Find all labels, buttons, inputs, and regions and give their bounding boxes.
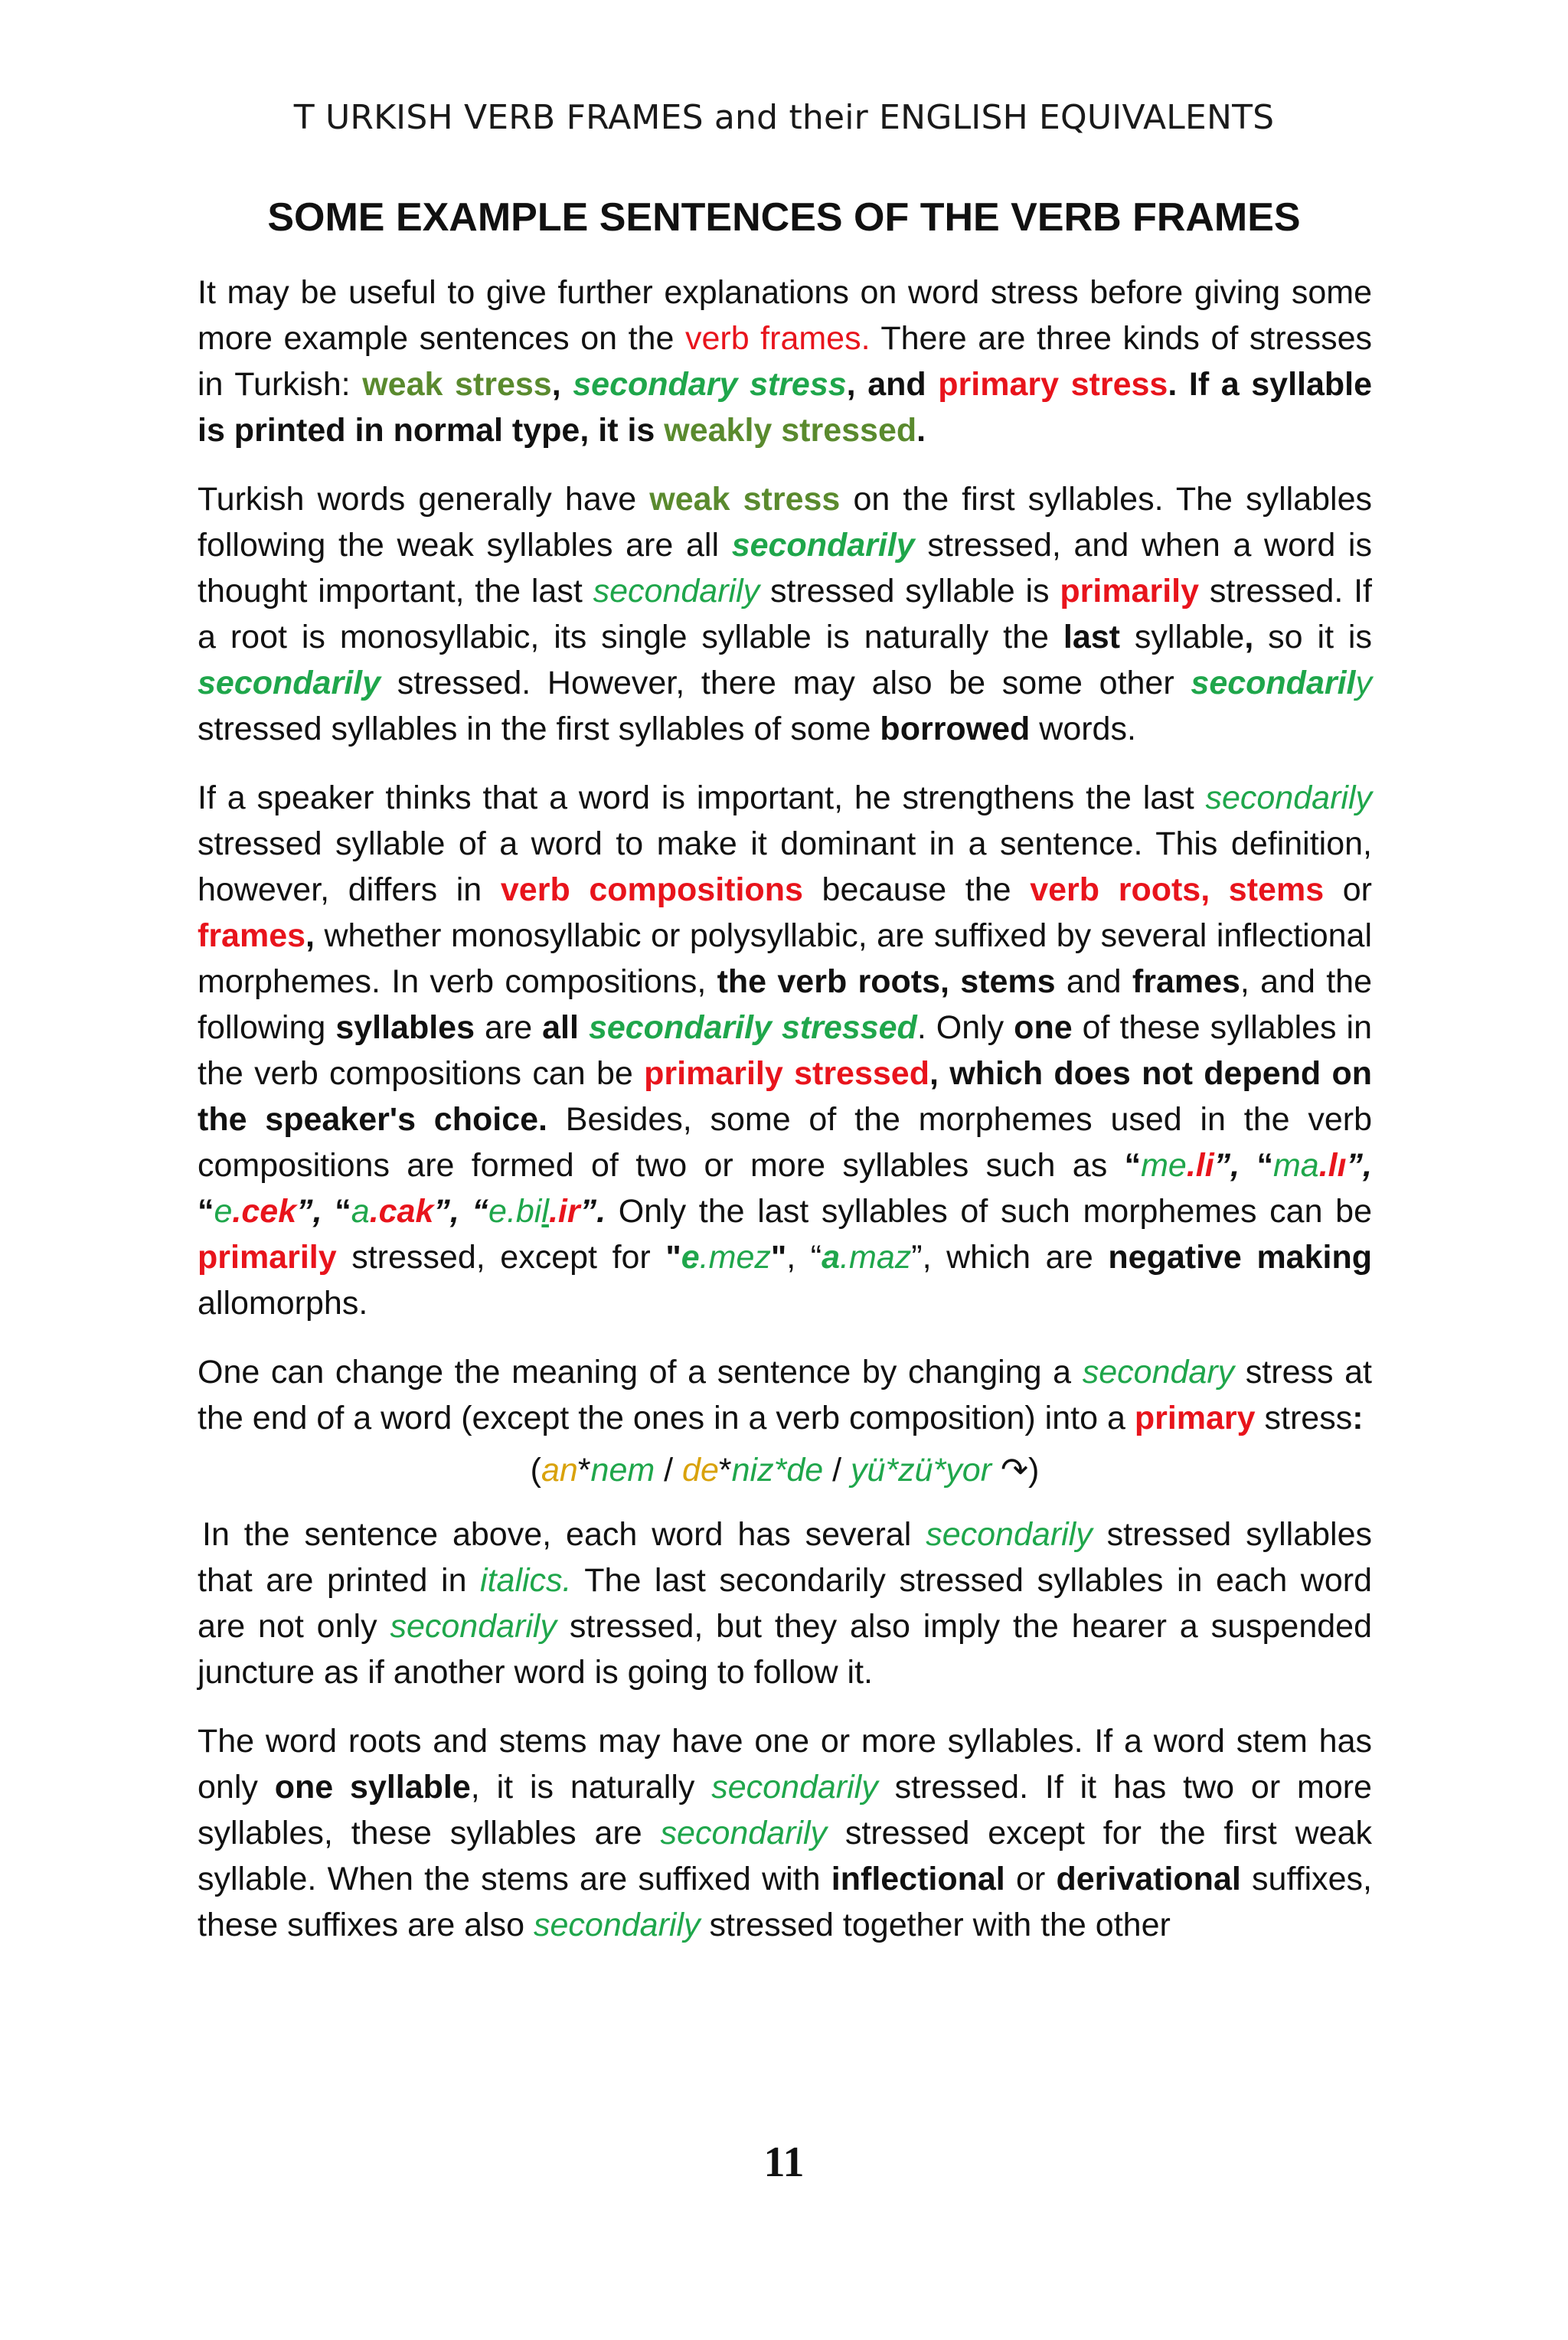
text-run: stressed. However, there may also be some other <box>381 665 1191 701</box>
text-run: stressed. If it has two or more syllables, these syllables are <box>198 1769 1372 1851</box>
emphasis: derivational <box>1056 1861 1241 1897</box>
morpheme-quote: “ <box>335 1193 351 1230</box>
text-run: and <box>1055 963 1132 1000</box>
highlight-secondary: secondarily <box>660 1815 828 1851</box>
text-run: The last secondarily stressed syllables in each word are not only <box>198 1562 1372 1645</box>
morpheme-primary: .cek <box>232 1193 297 1230</box>
running-head: T URKISH VERB FRAMES and their ENGLISH EQUIVALENTS <box>293 98 1275 137</box>
text-run: or <box>1004 1861 1057 1897</box>
morpheme-primary: .cak <box>369 1193 434 1230</box>
highlight-secondary: secondarily <box>390 1608 557 1645</box>
highlight-secondary: secondarily <box>198 665 381 701</box>
text-run: , and the following <box>198 963 1372 1046</box>
section-title: SOME EXAMPLE SENTENCES OF THE VERB FRAMES <box>267 195 1301 240</box>
morpheme-quote: " <box>665 1239 681 1276</box>
text-run: , <box>1244 619 1254 655</box>
text-run: stressed syllable is <box>760 573 1060 610</box>
text-run: or <box>1324 871 1373 908</box>
example-weak-syllable: de <box>682 1452 719 1489</box>
emphasis: all <box>542 1009 579 1046</box>
text-run: words. <box>1030 711 1136 747</box>
text-run: The word roots and stems may have one or more syllables. If a word stem has only <box>198 1723 1372 1806</box>
morpheme-secondary: a <box>822 1239 841 1276</box>
morpheme-quote: ” <box>911 1239 923 1276</box>
text-run: . If a syllable is printed in normal type, it is <box>198 366 1373 449</box>
text-run: suffixes, these suffixes are also <box>198 1861 1372 1943</box>
paragraph-2 <box>198 476 1372 752</box>
example-secondary-syllable: nem <box>590 1452 655 1489</box>
example-secondary-syllable: yü*zü*yor <box>851 1452 992 1489</box>
highlight-red: verb frames. <box>684 320 871 357</box>
example-paren: ) <box>1028 1452 1040 1489</box>
highlight-secondary: secondarily stressed <box>588 1009 917 1046</box>
highlight-secondary: secondaril <box>1191 665 1356 701</box>
text-run: on the first syllables. The syllables following the weak syllables are all <box>198 481 1372 564</box>
morpheme-secondary: .mez <box>699 1239 771 1276</box>
highlight-primary: primarily <box>198 1239 337 1276</box>
text-run <box>579 1009 589 1046</box>
text-run: stressed. If a root is monosyllabic, its single syllable is naturally the <box>198 573 1372 655</box>
morpheme-secondary: e.bi <box>488 1193 542 1230</box>
paragraph-1 <box>198 270 1372 453</box>
highlight-primary: verb compositions <box>500 871 803 908</box>
text-run: One can change the meaning of a sentence by changing a <box>198 1354 1083 1391</box>
text-run: allomorphs. <box>198 1285 368 1322</box>
text-run: , <box>551 366 573 403</box>
paragraph-3 <box>198 775 1372 1326</box>
highlight-primary: frames <box>198 917 306 954</box>
text-run: , which are <box>922 1239 1109 1276</box>
paragraph-6 <box>198 1718 1372 1948</box>
juncture-arrow-icon: ↷ <box>991 1452 1029 1489</box>
page-number: 11 <box>763 2139 805 2186</box>
text-run: : <box>1352 1400 1364 1436</box>
example-weak-syllable: an <box>541 1452 578 1489</box>
text-run: Turkish words generally have <box>198 481 650 518</box>
text-run: , it is naturally <box>470 1769 712 1806</box>
highlight-weak: weak stress <box>362 366 552 403</box>
morpheme-quote: ”, <box>1214 1147 1240 1184</box>
morpheme-quote: ”, <box>1346 1147 1372 1184</box>
highlight-secondary: secondarily <box>711 1769 878 1806</box>
example-paren: ( <box>530 1452 541 1489</box>
text-run: , and <box>846 366 939 403</box>
paragraph-4 <box>198 1349 1372 1441</box>
text-run: Only the last syllables of such morphemes can be <box>606 1193 1372 1230</box>
highlight-secondary: secondarily <box>731 527 915 564</box>
emphasis: frames <box>1132 963 1240 1000</box>
text-run: stressed syllables that are printed in <box>198 1516 1373 1599</box>
highlight-primary: primarily stressed <box>644 1055 929 1092</box>
body-text <box>198 270 1372 1948</box>
example-slash: / <box>823 1452 851 1489</box>
highlight-secondary: secondarily <box>926 1516 1093 1553</box>
text-run: . <box>916 412 926 449</box>
morpheme-quote: “ <box>472 1193 489 1230</box>
text-run: Besides, some of the morphemes used in the verb compositions are formed of two or more syllables such as <box>198 1101 1372 1184</box>
text-run: so it is <box>1253 619 1372 655</box>
morpheme-secondary: a <box>351 1193 370 1230</box>
text-run: , <box>305 917 315 954</box>
morpheme-secondary: e <box>681 1239 700 1276</box>
emphasis: one syllable <box>274 1769 471 1806</box>
text-run: stressed, and when a word is thought important, the last <box>198 527 1372 610</box>
highlight-secondary: italics. <box>480 1562 572 1599</box>
morpheme-secondary: l <box>541 1193 549 1230</box>
text-run: syllable <box>1119 619 1245 655</box>
morpheme-primary: .li <box>1186 1147 1214 1184</box>
text-run: , <box>786 1239 811 1276</box>
text-run: It may be useful to give further explanations on word stress before giving some more example sentences on the <box>198 274 1372 357</box>
example-star: * <box>577 1452 591 1489</box>
highlight-weak: weak stress <box>649 481 841 518</box>
text-run: stress at the end of a word (except the ones in a verb composition) into a <box>198 1354 1373 1436</box>
highlight-primary: primary <box>1134 1400 1256 1436</box>
text-run: whether monosyllabic or polysyllabic, are suffixed by several inflectional morphemes. In verb compositions, <box>198 917 1372 1000</box>
text-run: If a speaker thinks that a word is important, he strengthens the last <box>198 779 1206 816</box>
morpheme-secondary: ma <box>1272 1147 1319 1184</box>
text-run: of these syllables in the verb compositions can be <box>198 1009 1372 1092</box>
emphasis: inflectional <box>831 1861 1005 1897</box>
morpheme-secondary: me <box>1141 1147 1187 1184</box>
text-run: There are three kinds of stresses in Turkish: <box>198 320 1372 403</box>
morpheme-primary: .ir <box>548 1193 580 1230</box>
emphasis: the verb roots, stems <box>717 963 1056 1000</box>
text-run: stressed together with the other <box>700 1907 1171 1943</box>
example-star: * <box>718 1452 732 1489</box>
highlight-primary: primarily <box>1060 573 1200 610</box>
morpheme-quote: ”. <box>580 1193 606 1230</box>
example-slash: / <box>655 1452 683 1489</box>
morpheme-primary: .lı <box>1318 1147 1347 1184</box>
highlight-secondary: y <box>1355 665 1372 701</box>
text-run: stressed except for the first weak syllable. When the stems are suffixed with <box>198 1815 1372 1897</box>
morpheme-quote: " <box>770 1239 787 1276</box>
example-sentence <box>198 1447 1372 1493</box>
text-run: stressed, but they also imply the hearer a suspended juncture as if another word is going to follow it. <box>198 1608 1372 1691</box>
text-run: are <box>475 1009 543 1046</box>
text-run: In the sentence above, each word has several <box>202 1516 926 1553</box>
paragraph-5 <box>198 1512 1372 1695</box>
highlight-secondary: secondary stress <box>573 366 847 403</box>
text-run: stressed, except for <box>336 1239 666 1276</box>
text-run: because the <box>802 871 1031 908</box>
morpheme-quote: “ <box>198 1193 214 1230</box>
highlight-primary: verb roots, stems <box>1030 871 1325 908</box>
emphasis: syllables <box>335 1009 475 1046</box>
text-run: stressed syllables in the first syllables of some <box>198 711 880 747</box>
highlight-primary: primary stress <box>938 366 1168 403</box>
morpheme-quote: ”, <box>296 1193 322 1230</box>
text-run: . Only <box>916 1009 1014 1046</box>
morpheme-quote: “ <box>1124 1147 1142 1184</box>
emphasis: last <box>1063 619 1120 655</box>
emphasis: , which does not depend on the speaker's choice. <box>198 1055 1372 1138</box>
highlight-weak: weakly stressed <box>664 412 917 449</box>
highlight-secondary: secondary <box>1082 1354 1235 1391</box>
morpheme-secondary: e <box>214 1193 233 1230</box>
highlight-secondary: secondarily <box>1205 779 1372 816</box>
emphasis: negative making <box>1108 1239 1372 1276</box>
example-secondary-syllable: niz*de <box>731 1452 824 1489</box>
text-run: stress <box>1255 1400 1353 1436</box>
highlight-secondary: secondarily <box>534 1907 701 1943</box>
emphasis: borrowed <box>880 711 1031 747</box>
highlight-secondary: secondarily <box>593 573 760 610</box>
morpheme-quote: “ <box>1256 1147 1273 1184</box>
morpheme-quote: “ <box>810 1239 822 1276</box>
morpheme-quote: ”, <box>433 1193 459 1230</box>
morpheme-secondary: .maz <box>840 1239 912 1276</box>
emphasis: one <box>1014 1009 1073 1046</box>
text-run: stressed syllable of a word to make it dominant in a sentence. This definition, however, differs in <box>198 825 1372 908</box>
